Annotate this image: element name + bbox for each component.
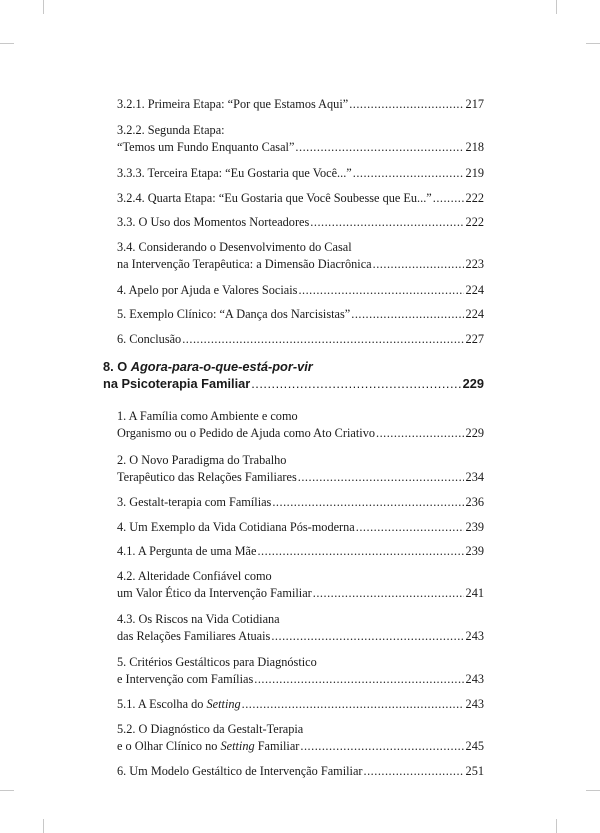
- leader-dots: [351, 306, 463, 323]
- leader-dots: [298, 282, 463, 299]
- toc-page-number: 229: [462, 376, 484, 391]
- toc-entry-title: e o Olhar Clínico no Setting Familiar: [117, 739, 300, 753]
- leader-dots: [272, 494, 463, 511]
- leader-dots: [353, 165, 464, 182]
- chapter-italic-title: Agora-para-o-que-está-por-vir: [130, 359, 313, 374]
- leader-dots: [356, 519, 464, 536]
- toc-page-number: 227: [465, 332, 484, 346]
- toc-page-number: 222: [465, 191, 484, 205]
- toc-entry-title: 5.1. A Escolha do Setting: [117, 697, 241, 711]
- crop-mark: [586, 43, 600, 44]
- chapter-title-line: na Psicoterapia Familiar: [103, 376, 251, 391]
- toc-entry-title: e Intervenção com Famílias: [117, 672, 254, 686]
- leader-dots: [257, 543, 463, 560]
- crop-mark: [556, 819, 557, 833]
- leader-dots: [373, 256, 464, 273]
- leader-dots: [182, 331, 463, 348]
- toc-entry-title: 3. Gestalt-terapia com Famílias: [117, 495, 272, 509]
- toc-entry: [117, 721, 484, 755]
- toc-page-number: 223: [465, 257, 484, 271]
- toc-entry: [117, 214, 484, 231]
- toc-page-number: 243: [465, 672, 484, 686]
- toc-page-number: 239: [465, 544, 484, 558]
- toc-entry-title: das Relações Familiares Atuais: [117, 629, 271, 643]
- chapter-heading: [103, 358, 484, 392]
- toc-entry: [117, 122, 484, 156]
- toc-page-number: 239: [465, 520, 484, 534]
- toc-entry-title: 4. Apelo por Ajuda e Valores Sociais: [117, 283, 298, 297]
- toc-entry: [117, 654, 484, 688]
- toc-entry: [117, 611, 484, 645]
- toc-entry-title: 3.2.1. Primeira Etapa: “Por que Estamos Aqui”: [117, 97, 349, 111]
- toc-entry-title: 4.1. A Pergunta de uma Mãe: [117, 544, 257, 558]
- leader-dots: [364, 763, 464, 780]
- leader-dots: [271, 628, 463, 645]
- toc-entry-title: Terapêutico das Relações Familiares: [117, 470, 297, 484]
- toc-entry: [117, 96, 484, 113]
- toc-entry-title: 6. Conclusão: [117, 332, 182, 346]
- toc-entry: [117, 282, 484, 299]
- leader-dots: [254, 671, 463, 688]
- leader-dots: [349, 96, 463, 113]
- toc-entry-line: 3.4. Considerando o Desenvolvimento do Casal: [117, 240, 352, 254]
- toc-entry: [117, 696, 484, 713]
- crop-mark: [43, 0, 44, 14]
- toc-page-number: 222: [465, 215, 484, 229]
- toc-entry: [117, 190, 484, 207]
- toc-entry: [117, 452, 484, 486]
- toc-entry: [117, 239, 484, 273]
- crop-mark: [43, 819, 44, 833]
- toc-entry-line: 5. Critérios Gestálticos para Diagnóstico: [117, 655, 317, 669]
- toc-entry: [117, 494, 484, 511]
- toc-entry: [117, 165, 484, 182]
- toc-page-number: 224: [465, 307, 484, 321]
- toc-page-number: 243: [465, 629, 484, 643]
- leader-dots: [376, 425, 464, 442]
- toc-entry-title: 3.3. O Uso dos Momentos Norteadores: [117, 215, 310, 229]
- toc-page-number: 241: [465, 586, 484, 600]
- toc-entry-title: 5. Exemplo Clínico: “A Dança dos Narcisistas”: [117, 307, 351, 321]
- toc-page-number: 234: [465, 470, 484, 484]
- crop-mark: [0, 790, 14, 791]
- toc-entry: [117, 331, 484, 348]
- toc-page-number: 217: [465, 97, 484, 111]
- leader-dots: [433, 190, 464, 207]
- toc-page-number: 218: [465, 140, 484, 154]
- toc-page-number: 245: [465, 739, 484, 753]
- leader-dots: [251, 375, 460, 392]
- toc-page-number: 224: [465, 283, 484, 297]
- leader-dots: [300, 738, 463, 755]
- toc-entry-line: 1. A Família como Ambiente e como: [117, 409, 298, 423]
- leader-dots: [298, 469, 464, 486]
- toc-entry: [117, 306, 484, 323]
- leader-dots: [310, 214, 463, 231]
- toc-page-number: 236: [465, 495, 484, 509]
- toc-entry: [117, 519, 484, 536]
- toc-page-number: 219: [465, 166, 484, 180]
- toc-page-number: 251: [465, 764, 484, 778]
- toc-entry: [117, 763, 484, 780]
- leader-dots: [295, 139, 463, 156]
- toc-entry-title: Organismo ou o Pedido de Ajuda como Ato Criativo: [117, 426, 375, 440]
- toc-entry-title: “Temos um Fundo Enquanto Casal”: [117, 140, 295, 154]
- toc-page-number: 243: [465, 697, 484, 711]
- leader-dots: [313, 585, 464, 602]
- toc-entry: [117, 568, 484, 602]
- crop-mark: [586, 790, 600, 791]
- toc-entry: [117, 543, 484, 560]
- crop-mark: [0, 43, 14, 44]
- toc-entry-title: 3.3.3. Terceira Etapa: “Eu Gostaria que Você...”: [117, 166, 352, 180]
- chapter-prefix: 8. O: [103, 359, 131, 374]
- crop-mark: [556, 0, 557, 14]
- toc-entry-title: 3.2.4. Quarta Etapa: “Eu Gostaria que Você Soubesse que Eu...”: [117, 191, 432, 205]
- toc-entry: [117, 408, 484, 442]
- toc-entry-line: 5.2. O Diagnóstico da Gestalt-Terapia: [117, 722, 304, 736]
- toc-entry-line: 2. O Novo Paradigma do Trabalho: [117, 453, 287, 467]
- toc-entry-title: 4. Um Exemplo da Vida Cotidiana Pós-moderna: [117, 520, 355, 534]
- toc-entry-title: na Intervenção Terapêutica: a Dimensão Diacrônica: [117, 257, 372, 271]
- toc-entry-title: um Valor Ético da Intervenção Familiar: [117, 586, 312, 600]
- toc-entry-line: 4.2. Alteridade Confiável como: [117, 569, 272, 583]
- toc-entry-title: 6. Um Modelo Gestáltico de Intervenção Familiar: [117, 764, 363, 778]
- leader-dots: [242, 696, 464, 713]
- toc-page-number: 229: [465, 426, 484, 440]
- toc-entry-line: 3.2.2. Segunda Etapa:: [117, 123, 225, 137]
- toc-entry-line: 4.3. Os Riscos na Vida Cotidiana: [117, 612, 280, 626]
